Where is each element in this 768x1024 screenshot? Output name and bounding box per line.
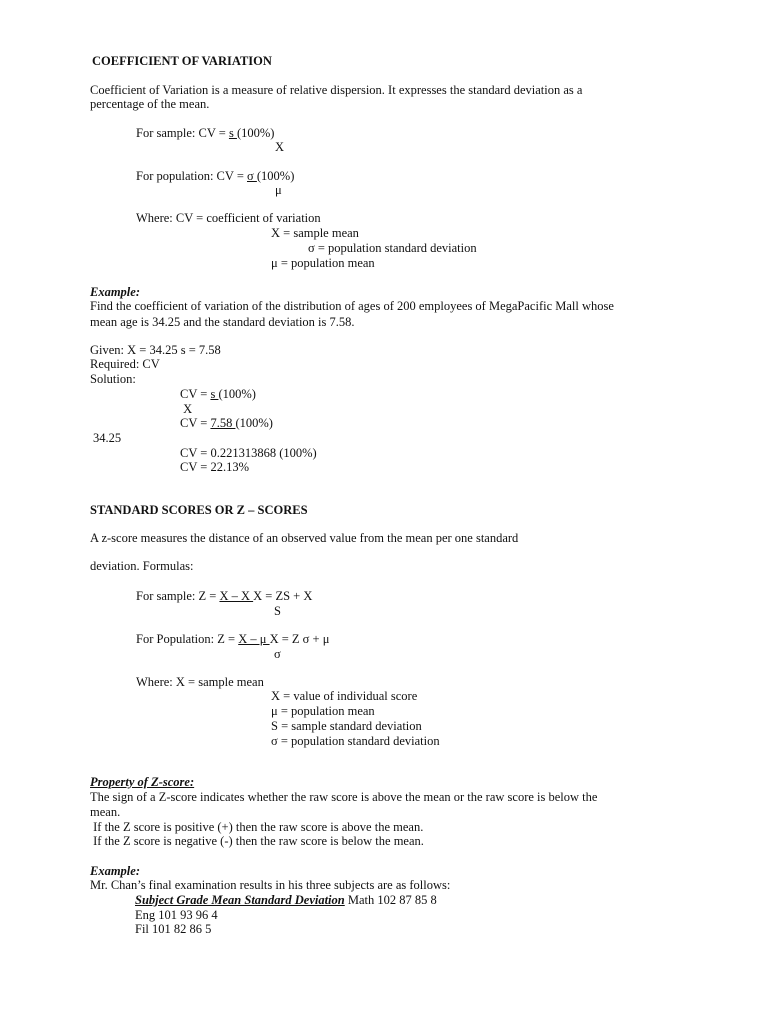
z-population-numerator: X – μ [238, 632, 270, 646]
property-heading: Property of Z-score: [90, 775, 195, 789]
cv-solution-step-2 [180, 416, 273, 430]
property-text-line-3: If the Z score is positive (+) then the raw score is above the mean. [90, 820, 424, 834]
cv-step-1-numerator: s [210, 387, 219, 401]
z-example-table-row-2: Eng 101 93 96 4 [135, 908, 218, 922]
cv-sample-formula [136, 126, 274, 140]
cv-step-2-lhs: CV = [180, 416, 211, 430]
cv-step-2-factor: (100%) [235, 416, 273, 430]
cv-where-line-1: Where: CV = coefficient of variation [136, 211, 321, 225]
z-where-line-2: X = value of individual score [271, 689, 418, 703]
cv-where-line-4: μ = population mean [271, 256, 375, 270]
cv-example-problem-line-1: Find the coefficient of variation of the distribution of ages of 200 employees of MegaPacific Mall whose [90, 299, 614, 313]
z-population-inverse: X = Z σ + μ [269, 632, 330, 646]
cv-population-denominator: μ [275, 183, 282, 197]
z-where-line-5: σ = population standard deviation [271, 734, 440, 748]
cv-solution-step-1 [180, 387, 256, 401]
cv-step-2-denominator: 34.25 [93, 431, 122, 445]
z-sample-formula [136, 589, 312, 603]
property-text-line-1: The sign of a Z-score indicates whether the raw score is above the mean or the raw score is below the [90, 790, 598, 804]
z-population-formula-lhs: For Population: Z = [136, 632, 239, 646]
z-sample-denominator: S [274, 604, 281, 618]
cv-sample-formula-lhs: For sample: CV = [136, 126, 229, 140]
cv-example-label: Example: [90, 285, 140, 299]
cv-population-formula-lhs: For population: CV = [136, 169, 247, 183]
z-where-line-4: S = sample standard deviation [271, 719, 422, 733]
cv-solution-step-4: CV = 22.13% [180, 460, 249, 474]
z-example-table-header-row [135, 893, 437, 907]
cv-heading: COEFFICIENT OF VARIATION [92, 54, 272, 68]
property-text-line-4: If the Z score is negative (-) then the raw score is below the mean. [90, 834, 424, 848]
cv-population-formula [136, 169, 294, 183]
cv-example-required: Required: CV [90, 357, 160, 371]
z-where-line-1: Where: X = sample mean [136, 675, 264, 689]
cv-solution-step-3: CV = 0.221313868 (100%) [180, 446, 317, 460]
z-sample-inverse: X = ZS + X [253, 589, 313, 603]
z-example-table-header: Subject Grade Mean Standard Deviation [135, 893, 345, 907]
z-intro-line-1: A z-score measures the distance of an observed value from the mean per one standard [90, 531, 519, 545]
z-example-label: Example: [90, 864, 140, 878]
cv-sample-factor: (100%) [236, 126, 275, 140]
cv-step-1-denominator: X [180, 402, 193, 416]
z-where-line-3: μ = population mean [271, 704, 375, 718]
cv-intro-line-1: Coefficient of Variation is a measure of relative dispersion. It expresses the standard deviation as a [90, 83, 583, 97]
cv-population-factor: (100%) [256, 169, 295, 183]
z-heading: STANDARD SCORES OR Z – SCORES [90, 503, 308, 517]
cv-intro-line-2: percentage of the mean. [90, 97, 210, 111]
z-example-table-row-1: Math 102 87 85 8 [344, 893, 437, 907]
z-example-text: Mr. Chan’s final examination results in his three subjects are as follows: [90, 878, 451, 892]
z-population-denominator: σ [274, 647, 281, 661]
property-text-line-2: mean. [90, 805, 121, 819]
cv-example-problem-line-2: mean age is 34.25 and the standard deviation is 7.58. [90, 315, 355, 329]
cv-example-given: Given: X = 34.25 s = 7.58 [90, 343, 221, 357]
z-sample-formula-lhs: For sample: Z = [136, 589, 220, 603]
z-example-table-row-3: Fil 101 82 86 5 [135, 922, 212, 936]
z-population-formula [136, 632, 329, 646]
cv-example-solution-label: Solution: [90, 372, 136, 386]
cv-population-numerator: σ [247, 169, 257, 183]
z-intro-line-2: deviation. Formulas: [90, 559, 194, 573]
cv-where-line-3: σ = population standard deviation [308, 241, 477, 255]
z-sample-numerator: X – X [219, 589, 254, 603]
cv-sample-denominator: X [275, 140, 285, 154]
cv-step-1-factor: (100%) [218, 387, 256, 401]
cv-sample-numerator: s [228, 126, 237, 140]
cv-step-2-numerator: 7.58 [210, 416, 236, 430]
cv-where-line-2: X = sample mean [271, 226, 359, 240]
cv-step-1-lhs: CV = [180, 387, 211, 401]
